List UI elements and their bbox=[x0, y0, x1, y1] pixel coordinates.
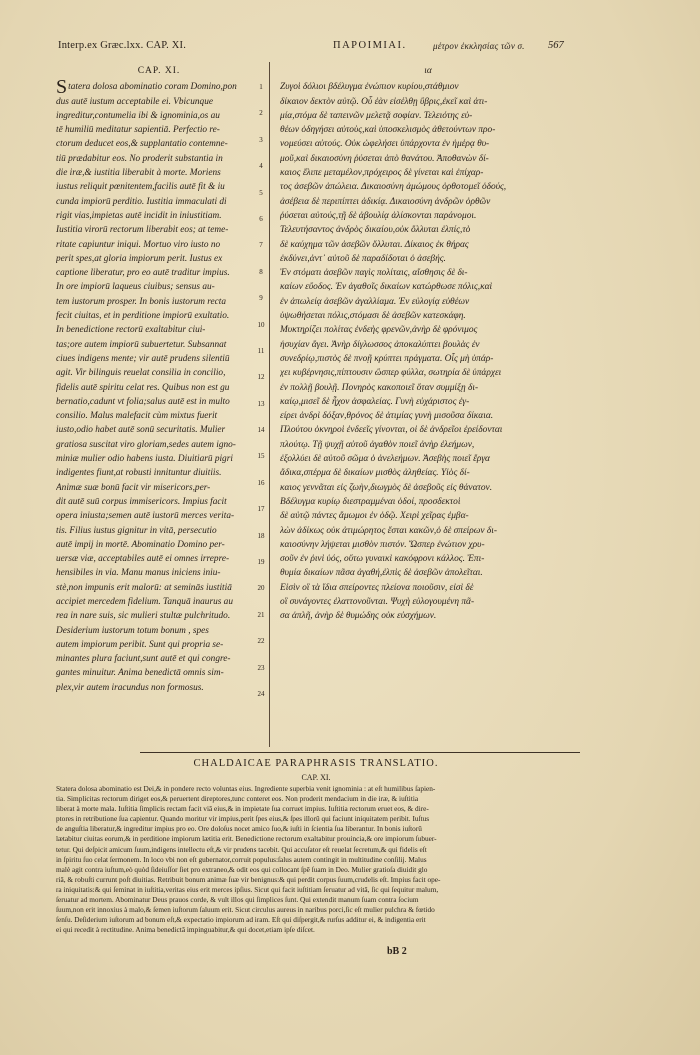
greek-line: μία,στόμα δὲ ταπεινῶν μελετᾷ σοφίαν. Τελειότης εὐ- bbox=[280, 110, 473, 121]
chaldaic-line: malè agit contra iuſtum,eò quòd ſideiuſſor ſiet pro extraneo,& odit eos qui collocant ſpē ſuam in Deo. Mulier gratioſa diuidit glo bbox=[56, 864, 428, 874]
chaldaic-line: lætabitur ciuitas eorum,& in perditione impiorum lætitia erit. Benedictione rectorum exaltabitur prouincia,& ore impiorum ſubuer- bbox=[56, 834, 437, 844]
greek-line: ῥύσεται αὐτούς,τῇ δὲ ἀβουλίᾳ ἁλίσκονται παράνομοι. bbox=[280, 210, 477, 221]
verse-number: 10 bbox=[257, 320, 265, 329]
verse-number: 6 bbox=[259, 214, 263, 223]
page-number: 567 bbox=[548, 40, 564, 51]
greek-line: ἐν ἀπωλείᾳ ἀσεβῶν ἀγαλλίαμα. Ἐν εὐλογίᾳ εὐθέων bbox=[280, 296, 470, 307]
latin-line: consilio. Malus malefacit cùm mixtus fuerit bbox=[56, 411, 218, 422]
verse-number: 18 bbox=[257, 531, 265, 540]
signature-mark: bB 2 bbox=[387, 946, 407, 957]
latin-line: Desiderium iustorum totum bonum , spes bbox=[56, 625, 209, 636]
greek-line: σα ἁπλῆ, ἀνὴρ δὲ θυμώδης οὐκ εὐσχήμων. bbox=[280, 611, 437, 622]
chaldaic-text bbox=[56, 784, 576, 935]
verse-number: 22 bbox=[257, 637, 265, 646]
greek-line: είρει ἀνδρὶ δόξαν,θρόνος δὲ ἀτιμίας γυνὴ μισοῦσα δίκαια. bbox=[280, 411, 494, 422]
verse-number: 12 bbox=[257, 373, 265, 382]
greek-line: ἡσυχίαν ἄγει. Ἀνὴρ δίγλωσσος ἀποκαλύπτει βουλὰς ἐν bbox=[280, 339, 480, 350]
chaldaic-line: tetur. Qui deſpicit amicum ſuum,indigens intellectu eſt,& vir prudens tacebit. Qui accuſator eſt reuelat ſecretum,& qui fidelis eſt bbox=[56, 844, 427, 854]
greek-line: καιοσύνην λήψεται μισθὸν πιστόν. Ὥσπερ ἐνώτιον χρυ- bbox=[280, 539, 485, 550]
verse-number: 7 bbox=[259, 241, 263, 250]
latin-line: fecit ciuitas, et in perditione impiorū exultatio. bbox=[56, 311, 230, 322]
greek-line: καίων εὔοδος. Ἐν ἀγαθοῖς δικαίων κατώρθωσε πόλις,καὶ bbox=[280, 282, 493, 293]
chaldaic-line: ſenſu. Deſiderium iuſtorum ad bonum eſt,& expectatio impiorum ad iram. Eſt qui diſpergit,& rurſus additur ei, & indigentia erit bbox=[56, 915, 426, 925]
greek-line: χει κυβέρνησις,πίπτουσιν ὥσπερ φύλλα, σωτηρία δὲ ὑπάρχει bbox=[280, 368, 502, 379]
latin-line: gratiosa suscitat viro gloriam,sedes autem igno- bbox=[56, 439, 236, 450]
latin-line: Animæ suæ bonū facit vir misericors,per- bbox=[56, 482, 211, 493]
verse-number: 11 bbox=[257, 346, 265, 355]
latin-line: gantes minuitur. Anima benedictā omnis sim- bbox=[56, 668, 224, 679]
latin-line: ctorum deducet eos,& supplantatio contemne- bbox=[56, 139, 228, 150]
running-head-center: ΠΑΡΟΙΜΙΑΙ. bbox=[333, 40, 407, 51]
greek-chapter-title: ια bbox=[424, 66, 432, 76]
greek-line: οἳ συνάγοντες ἐλαττονοῦνται. Ψυχὴ εὐλογουμένη πᾶ- bbox=[280, 596, 475, 607]
greek-line: θυμία δικαίων πᾶσα ἀγαθή,ἐλπὶς δὲ ἀσεβῶν ἀπολεῖται. bbox=[280, 568, 483, 579]
greek-line: δὲ αὐτῷ πάντες ἄμωμοι ἐν ὁδῷ. Χειρὶ χεῖρας ἐμβα- bbox=[280, 511, 469, 522]
latin-line: opera iniusta;semen autē iustorū merces verita- bbox=[56, 511, 235, 522]
latin-line: rea in nare suis, sic mulieri stultæ pulchritudo. bbox=[56, 611, 231, 622]
latin-line: captione liberatur, pro eo autē traditur impius. bbox=[56, 268, 230, 279]
greek-line: Βδέλυγμα κυρίῳ διεστραμμέναι ὁδοί, προσδεκτοὶ bbox=[280, 496, 461, 507]
latin-line: dit autē suū corpus immisericors. Impius facit bbox=[56, 496, 227, 507]
greek-line: πλούτῳ. Τῇ ψυχῇ αὐτοῦ ἀγαθὸν ποιεῖ ἀνὴρ ἐλεήμων, bbox=[280, 439, 475, 450]
verse-number: 8 bbox=[259, 267, 263, 276]
latin-line: accipiet mercedem fidelium. Tanquā inaurus au bbox=[56, 596, 233, 607]
latin-line: iusto,odio habet autē sonū securitatis. Mulier bbox=[56, 425, 226, 436]
latin-line: fidelis autē spiritu celat res. Quibus non est gu bbox=[56, 382, 230, 393]
latin-line: ritate capiuntur iniqui. Mortuo viro iusto no bbox=[56, 239, 221, 250]
greek-line: τος ἀσεβῶν ἀπώλεια. Δικαιοσύνη ἀμώμους ὀρθοτομεῖ ὁδούς, bbox=[280, 182, 507, 193]
latin-line: Iustitia virorū rectorum liberabit eos; at teme- bbox=[56, 225, 229, 236]
greek-line: ἐν πολλῇ βουλῇ. Πονηρὸς κακοποιεῖ ὅταν συμμίξῃ δι- bbox=[280, 382, 479, 393]
latin-line: iustus reliquit pœnitentem,facilis autē fit & iu bbox=[56, 182, 225, 193]
greek-line: θέων ὁδηγήσει αὐτοὺς,καὶ ὑποσκελισμὸς ἀθετούντων προ- bbox=[280, 125, 496, 136]
greek-line: ἐκδύνει,ἀντ᾽ αὐτοῦ δὲ παραδίδοται ὁ ἀσεβής. bbox=[280, 253, 446, 264]
running-head-left: Interp.ex Græc.lxx. CAP. XI. bbox=[58, 40, 187, 51]
chaldaic-line: de anguſtia liberatur,& ingreditur impius pro eo. Ore doloſus nocet amico ſuo,& iuſti in ſcientia ſua liberantur. In bonis iuſtorū bbox=[56, 824, 422, 834]
greek-line: Ζυγοὶ δόλιοι βδέλυγμα ἐνώπιον κυρίου,στάθμιον bbox=[280, 82, 459, 93]
latin-line: In benedictione rectorū exaltabitur ciui- bbox=[56, 325, 206, 336]
greek-line: λὼν ἀδίκως οὐκ ἀτιμώρητος ἔσται κακῶν,ὁ δὲ σπείρων δι- bbox=[280, 525, 497, 536]
verse-number: 1 bbox=[259, 83, 263, 91]
greek-line: δίκαιον δεκτὸν αὐτῷ. Οὗ ἐὰν εἰσέλθῃ ὕβρις,ἐκεῖ καὶ ἀτι- bbox=[280, 96, 488, 107]
greek-column bbox=[280, 64, 576, 624]
handwritten-note: μέτρον ἐκκλησίας τῶν σ. bbox=[433, 41, 525, 51]
greek-line: ἄδικα,σπέρμα δὲ δικαίων μισθὸς ἀληθείας. Υἱὸς δί- bbox=[280, 468, 470, 479]
latin-line: bernatio,cadunt vt folia;salus autē est in multo bbox=[56, 396, 230, 407]
drop-cap: S bbox=[56, 80, 68, 95]
greek-line: μοῦ,καὶ δικαιοσύνη ῥύσεται ἀπὸ θανάτου. Ἀποθανὼν δί- bbox=[280, 153, 489, 164]
verse-number: 15 bbox=[257, 452, 265, 461]
chaldaic-line: in ſpiritu ſuo celat ſermonem. In loco vbi non eſt gubernator,corruit populus:ſalus autem contingit in multitudine conſilij. Malus bbox=[56, 854, 427, 864]
latin-line: miniæ mulier odio habens iusta. Diuitiarū pigri bbox=[56, 454, 233, 465]
latin-line: dus autē iustum acceptabile ei. Vbicunque bbox=[56, 96, 213, 107]
greek-line: σοῦν ἐν ῥινὶ ὑός, οὕτω γυναικὶ κακόφρονι κάλλος. Ἐπι- bbox=[280, 554, 485, 565]
chaldaic-line: liberat à morte mala. Iuſtitia ſimplicis rectam facit viā eius,& in impietate ſua corruet impius. Iuſtitia rectorum eruet eos, & dire- bbox=[56, 804, 429, 814]
latin-line: In ore impiorū laqueus ciuibus; sensus au- bbox=[56, 282, 215, 293]
verse-number: 16 bbox=[257, 478, 265, 487]
latin-line: rigit vias,impietas autē incidit in iniustitiam. bbox=[56, 210, 222, 221]
chaldaic-line: ptores in retributione ſua capientur. Quando moritur vir impius,perit ſpes eius,& ſpes illorū qui faciunt iniquitatem peribit. Iuſtus bbox=[56, 814, 430, 824]
latin-line: die iræ,& iustitia liberabit à morte. Moriens bbox=[56, 168, 221, 179]
chaldaic-line: ei qui recedit à rectitudine. Anima benedictā impinguabitur,& qui docet,etiam ipſe diſcet. bbox=[56, 925, 315, 935]
greek-line: καιος γεννᾶται εἰς ζωὴν,διωγμὸς δὲ ἀσεβοῦς εἰς θάνατον. bbox=[280, 482, 493, 493]
latin-line: ingreditur,contumelia ibi & ignominia,os au bbox=[56, 110, 220, 121]
latin-line: tem iustorum prosper. In bonis iustorum recta bbox=[56, 296, 227, 307]
greek-line: νομεύσει αὐτούς. Οὐκ ὠφελήσει ὑπάρχοντα ἐν ἡμέρᾳ θυ- bbox=[280, 139, 490, 150]
latin-line: tiū prædabitur eos. No proderit substantia in bbox=[56, 153, 223, 164]
chaldaic-line: Statera dolosa abominatio est Dei,& in pondere recto voluntas eius. Ingrediente superbia venit ignominia : at eſt humilibus ſapien- bbox=[56, 784, 436, 793]
greek-line: δὲ καύχημα τῶν ἀσεβῶν ὄλλυται. Δίκαιος ἐκ θήρας bbox=[280, 239, 469, 250]
latin-line: tas;ore autem impiorū subuertetur. Subsannat bbox=[56, 339, 227, 350]
verse-number: 2 bbox=[259, 109, 263, 118]
greek-line: ὑψωθήσεται πόλις,στόμασι δὲ ἀσεβῶν κατεσκάφη. bbox=[280, 311, 466, 322]
greek-line: ἐξολλύει δὲ αὐτοῦ σῶμα ὁ ἀνελεήμων. Ἀσεβὴς ποιεῖ ἔργα bbox=[280, 454, 490, 465]
verse-number: 23 bbox=[257, 663, 265, 672]
greek-line: καιος ἔλιπε μεταμέλον,πρόχειρος δὲ γίνεται καὶ ἐπίχαρ- bbox=[280, 168, 484, 179]
greek-line: ἀσέβεια δὲ περιπίπτει ἀδικίᾳ. Δικαιοσύνη ἀνδρῶν ὀρθῶν bbox=[280, 196, 491, 207]
verse-numbers bbox=[256, 80, 266, 713]
chaldaic-heading: CHALDAICAE PARAPHRASIS TRANSLATIO. bbox=[193, 758, 439, 769]
latin-column bbox=[56, 64, 262, 695]
greek-line: Πλούτου ὀκνηροὶ ἐνδεεῖς γίνονται, οἱ δὲ ἀνδρεῖοι ἐρείδονται bbox=[280, 425, 503, 436]
verse-number: 17 bbox=[257, 505, 265, 514]
latin-chapter-title: CAP. XI. bbox=[137, 66, 181, 76]
verse-number: 20 bbox=[257, 584, 265, 593]
greek-line: συνεδρίῳ,πιστὸς δὲ πνοῇ κρύπτει πράγματα. Οἷς μὴ ὑπάρ- bbox=[280, 353, 494, 364]
verse-number: 5 bbox=[259, 188, 263, 197]
latin-line: autē impij in mortē. Abominatio Domino per- bbox=[56, 539, 225, 550]
chaldaic-line: ra iniquitatis:& qui ſeminat in iuſtitia,veritas eius erit merces ipſius. Sicut qui facit iuſtitiam ſeruatur ad vitā, ſic qui ſequitur malum, bbox=[56, 884, 439, 894]
verse-number: 3 bbox=[259, 135, 263, 144]
greek-line: Τελευτήσαντος ἀνδρὸς δικαίου,οὐκ ὄλλυται ἐλπίς,τὸ bbox=[280, 225, 471, 236]
greek-line: Εἰσὶν οἳ τὰ ἴδια σπείροντες πλείονα ποιοῦσιν, εἰσὶ δὲ bbox=[280, 582, 474, 593]
greek-line: Μυκτηρίζει πολίτας ἐνδεὴς φρενῶν,ἀνὴρ δὲ φρόνιμος bbox=[280, 325, 478, 336]
verse-number: 21 bbox=[257, 610, 265, 619]
chaldaic-chapter-title: CAP. XI. bbox=[301, 773, 331, 782]
latin-line bbox=[56, 80, 262, 94]
latin-line: ciues indigens mente; vir autē prudens silentiū bbox=[56, 353, 230, 364]
latin-line-text: tatera dolosa abominatio coram Domino,pon bbox=[68, 82, 237, 93]
chaldaic-line: riā, & robuſti currunt poſt diuitias. Retribuit bonum animæ ſuæ vir benignus:& qui perdit corpus ſuum,crudelis eſt. Impius facit ope- bbox=[56, 874, 441, 884]
column-divider bbox=[269, 62, 270, 747]
section-rule bbox=[140, 752, 580, 753]
latin-line: hensibiles in via. Manu manus iniciens iniu- bbox=[56, 568, 221, 579]
greek-line: καίῳ,μισεῖ δὲ ἦχον ἀσφαλείας. Γυνὴ εὐχάριστος ἐγ- bbox=[280, 396, 470, 407]
latin-line: cunda impiorū perditio. Iustitia immaculati di bbox=[56, 196, 227, 207]
latin-line: perit spes,at gloria impiorum perit. Iustus ex bbox=[56, 253, 223, 264]
verse-number: 13 bbox=[257, 399, 265, 408]
greek-line: Ἐν στόματι ἀσεβῶν παγὶς πολίταις, αἴσθησις δὲ δι- bbox=[280, 268, 468, 279]
verse-number: 24 bbox=[257, 689, 265, 698]
latin-line: tē humiliū meditatur sapientiā. Perfectio re- bbox=[56, 125, 220, 136]
latin-line: minantes plura faciunt,sunt autē et qui congre- bbox=[56, 654, 231, 665]
chaldaic-line: tia. Simplicitas rectorum diriget eos,& peruertent direptores,tunc conteret eos. Non proderit mendacium in die iræ, & iuſtitia bbox=[56, 794, 419, 804]
latin-line: uersæ viæ, acceptabiles autē ei omnes irrepre- bbox=[56, 554, 230, 565]
latin-line: autem impiorum peribit. Sunt qui propria se- bbox=[56, 639, 224, 650]
verse-number: 4 bbox=[259, 162, 263, 171]
latin-line: indigentes fiunt,at robusti innituntur diuitiis. bbox=[56, 468, 222, 479]
latin-line: plex,vir autem iracundus non formosus. bbox=[56, 682, 204, 693]
chaldaic-line: ſeruatur ad mortem. Abominatur Deus prauos corde, & vult illos qui ſimplices ſunt. Qui extendit manum ſuam contra ſocium bbox=[56, 895, 419, 905]
latin-line: agit. Vir bilinguis reuelat consilia in concilio, bbox=[56, 368, 226, 379]
running-head bbox=[58, 40, 566, 56]
latin-line: tis. Filius iustus gignitur in vitā, persecutio bbox=[56, 525, 217, 536]
verse-number: 19 bbox=[257, 558, 265, 567]
verse-number: 9 bbox=[259, 294, 263, 303]
verse-number: 14 bbox=[257, 426, 265, 435]
chaldaic-line: ſuum,non erit innoxius à malo,& ſemen iuſtorum ſaluum erit. Sicut circulus aureus in naribus porci,ſic eſt mulier pulchra & fœtido bbox=[56, 905, 435, 915]
latin-line: stè,non impunis erit malorū: at seminās iustitiā bbox=[56, 582, 232, 593]
